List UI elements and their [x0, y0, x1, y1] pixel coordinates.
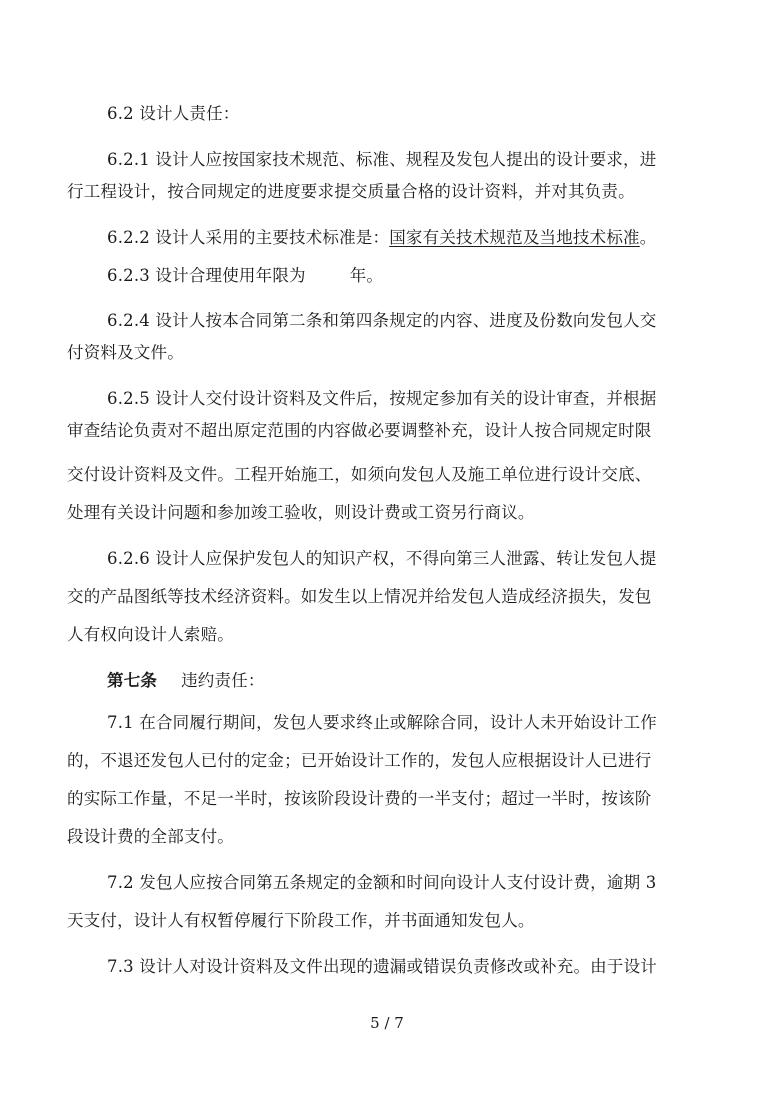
article-7-title: 违约责任：: [181, 671, 265, 690]
clause-7-1-line-3: 的实际工作量，不足一半时，按该阶段设计费的一半支付；超过一半时，按该阶: [67, 789, 652, 808]
clause-6-2-5-line-4: 处理有关设计问题和参加竣工验收，则设计费或工资另行商议。: [67, 503, 535, 522]
clause-6-2-5-line-2: 审查结论负责对不超出原定范围的内容做必要调整补充，设计人按合同规定时限: [67, 421, 652, 440]
clause-6-2-5-line-3: 交付设计资料及文件。工程开始施工，如须向发包人及施工单位进行设计交底、: [67, 465, 652, 484]
clause-6-2-1-line-2: 行工程设计，按合同规定的进度要求提交质量合格的设计资料，并对其负责。: [67, 182, 635, 201]
article-7-heading: [107, 671, 265, 691]
page-number: 5 / 7: [370, 1014, 404, 1032]
clause-6-2-6-line-3: 人有权向设计人索赔。: [67, 625, 234, 644]
article-7-label: 第七条: [107, 671, 158, 690]
clause-6-2-4-line-2: 付资料及文件。: [67, 343, 184, 362]
clause-7-3-line-1: 7.3 设计人对设计资料及文件出现的遗漏或错误负责修改或补充。由于设计: [107, 957, 657, 976]
clause-6-2-3-suffix: 年。: [349, 266, 384, 285]
clause-6-2-1-line-1: 6.2.1 设计人应按国家技术规范、标准、规程及发包人提出的设计要求，进: [107, 150, 657, 169]
clause-6-2-2-prefix: 6.2.2 设计人采用的主要技术标准是：: [107, 228, 390, 247]
clause-6-2-2-line: [107, 228, 656, 248]
clause-7-2-line-1: 7.2 发包人应按合同第五条规定的金额和时间向设计人支付设计费，逾期 3: [107, 873, 657, 892]
clause-6-2-heading: 6.2 设计人责任：: [107, 104, 240, 123]
clause-7-1-line-1: 7.1 在合同履行期间，发包人要求终止或解除合同，设计人未开始设计工作: [107, 713, 657, 732]
clause-6-2-5-line-1: 6.2.5 设计人交付设计资料及文件后，按规定参加有关的设计审查，并根据: [107, 389, 657, 408]
clause-7-1-line-2: 的，不退还发包人已付的定金；已开始设计工作的，发包人应根据设计人已进行: [67, 751, 652, 770]
clause-6-2-3-line: [107, 266, 383, 286]
technical-standard-value: 国家有关技术规范及当地技术标准: [389, 228, 640, 247]
clause-7-2-line-2: 天支付，设计人有权暂停履行下阶段工作，并书面通知发包人。: [67, 911, 535, 930]
clause-6-2-2-suffix: 。: [639, 228, 657, 247]
clause-6-2-6-line-2: 交的产品图纸等技术经济资料。如发生以上情况并给发包人造成经济损失，发包: [67, 587, 652, 606]
clause-6-2-6-line-1: 6.2.6 设计人应保护发包人的知识产权，不得向第三人泄露、转让发包人提: [107, 549, 657, 568]
clause-7-1-line-4: 段设计费的全部支付。: [67, 827, 234, 846]
clause-6-2-4-line-1: 6.2.4 设计人按本合同第二条和第四条规定的内容、进度及份数向发包人交: [107, 311, 657, 330]
clause-6-2-3-prefix: 6.2.3 设计合理使用年限为: [107, 266, 306, 285]
